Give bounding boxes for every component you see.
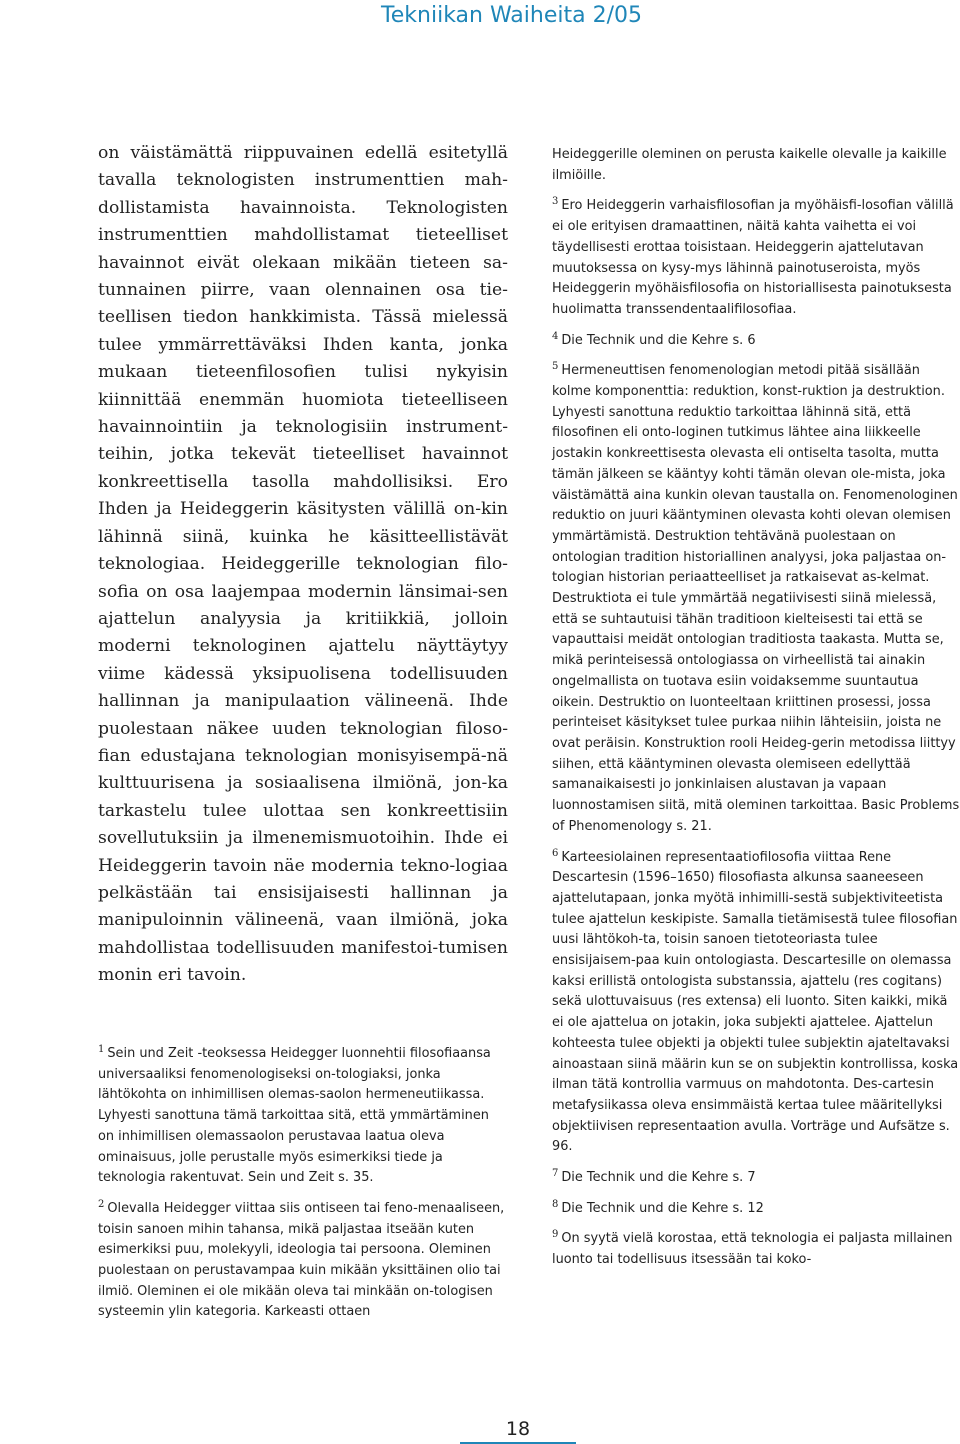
footnote-number: 9: [552, 1229, 559, 1241]
footnote-text: Sein und Zeit -teoksessa Heidegger luonnehtii filosofiaansa universaaliksi fenomenologiseksi on-tologiaksi, jonka lähtökohta on inhimillisen olemas-saolon hermeneutiikassa. Lyhyesti sanottuna tämä tarkoittaa sitä, että ymmärtäminen on inhimillisen olemassaolon perustavaa laatua oleva ominaisuus, jolle perustalle myös esimerkiksi tiede ja teknologia rakentuvat. Sein und Zeit s. 35.: [98, 1046, 491, 1186]
footnote-number: 2: [98, 1198, 105, 1210]
footnote-2-continuation: Heideggerille oleminen on perusta kaikelle olevalle ja kaikille ilmiöille.: [552, 147, 947, 183]
footnote-text: Karteesiolainen representaatiofilosofia viittaa Rene Descartesin (1596–1650) filosofiasta alkunsa saaneeseen ajattelutapaan, jonka myötä inhimilli-sestä subjektiviteetista tulee ajattelun keskipiste. Samalla tietämisestä tulee filosofian uusi lähtökoh-ta, toisin sanoen tietoteoriasta tulee ensisijaisem-paa kuin ontologiasta. Descartesille on olemassa kaksi erillistä ontologista substanssia, ajattelu (res cogitans) sekä ulottuvaisuus (res extensa) eli luonto. Siten kaikki, mikä ei ole ajattelua on jotakin, joka subjekti ajattelee. Ajattelun kohteesta tulee objekti ja objekti tulee subjektin ajateltavaksi ainoastaan siinä määrin kun se on subjektin kontrollissa, koska ilman tätä kontrollia varmuus on mahdotonta. Des-cartesin metafysiikassa oleva ensimmäistä kertaa tulee määritellyksi objektiivisen representaation avulla. Vorträge und Aufsätze s. 96.: [552, 849, 959, 1155]
footnote-text: Olevalla Heidegger viittaa siis ontiseen tai feno-menaaliseen, toisin sanoen mihin tahansa, mikä paljastaa itseään kuten esimerkiksi puu, molekyyli, ideologia tai persoona. Oleminen puolestaan on perustavampaa kuin mikään yksittäinen olio tai ilmiö. Oleminen ei ole mikään oleva tai minkään on-tologisen systeemin ylin kategoria. Karkeasti ottaen: [98, 1200, 505, 1320]
footnote-5: [552, 357, 960, 837]
footnotes-left: [98, 1040, 508, 1329]
page-number: 18: [505, 1418, 531, 1440]
footnote-number: 6: [552, 847, 559, 859]
footnote-6: [552, 844, 960, 1159]
footnote-7: [552, 1164, 960, 1189]
footnote-number: 7: [552, 1168, 559, 1180]
footnote-number: 5: [552, 361, 559, 373]
footnote-text: Hermeneuttisen fenomenologian metodi pitää sisällään kolme komponenttia: reduktion, konst-ruktion ja destruktion. Lyhyesti sanottuna reduktio tarkoittaa lähinnä sitä, että filosofinen eli onto-loginen tutkimus lähtee aina liikkeelle jostakin konkreettisesta olevasta eli ontiselta tasolta, mutta tämän jälkeen se kääntyy kohti tämän olevan ole-mista, joka väistämättä aina kunkin olevan taustalla on. Fenomenologinen reduktio on juuri kääntyminen olevasta kohti olevan olemisen ymmärtämistä. Destruktion tehtävänä puolestaan on ontologian tradition historiallinen analyysi, joka paljastaa on-tologian historian periaatteelliset ja ratkaisevat as-kelmat. Destruktiota ei tule ymmärtää negatiivisesti siinä mielessä, että se suhtautuisi tähän traditioon kielteisesti tai että se vapauttaisi meidät ontologian traditiosta taakasta. Mutta se, mikä perinteisessä ontologiassa on virheellistä tai ainakin ongelmallista on tuotava esiin voidaksemme suuntautua oikein. Destruktio on luonteeltaan kriittinen prosessi, jossa perinteiset käsitykset tulee purkaa niihin lähteisiin, joista ne ovat peräisin. Konstruktion rooli Heideg-gerin metodissa liittyy siihen, että kääntyminen olevasta olemiseen edellyttää samanaikaisesti jo jonkinlaisen alustavan ja vapaan luonnostamisen siitä, mitä oleminen tarkoittaa. Basic Problems of Phenomenology s. 21.: [552, 363, 960, 834]
running-header: [0, 0, 960, 36]
footnote-3: [552, 192, 960, 320]
footnote-number: 4: [552, 330, 559, 342]
footnote-text: Die Technik und die Kehre s. 6: [561, 332, 756, 348]
footnote-text: Die Technik und die Kehre s. 12: [561, 1200, 764, 1216]
footnote-number: 3: [552, 196, 559, 208]
footnotes-right: [552, 145, 960, 1277]
body-paragraph: on väistämättä riippuvainen edellä esitetyllä tavalla teknologisten instrumenttien mah-dollistamista havainnoista. Teknologisten instrumenttien mahdollistamat tieteelliset havainnot eivät olekaan mikään tieteen sa-tunnainen piirre, vaan olennainen osa tie-teellisen tiedon hankkimista. Tässä mielessä tulee ymmärrettäväksi Ihden kanta, jonka mukaan tieteenfilosofien tulisi nykyisin kiinnittää enemmän huomiota tieteelliseen havainnointiin ja teknologisiin instrument-teihin, jotka tekevät tieteelliset havainnot konkreettisella tasolla mahdollisiksi. Ero Ihden ja Heideggerin käsitysten välillä on-kin lähinnä siinä, kuinka he käsitteellistävät teknologiaa. Heideggerille teknologian filo-sofia on osa laajempaa modernin länsimai-sen ajattelun analyysia ja kritiikkiä, jolloin moderni teknologinen ajattelu näyttäytyy viime kädessä yksipuolisena todellisuuden hallinnan ja manipulaation välineenä. Ihde puolestaan näkee uuden teknologian filoso-fian edustajana teknologian monisyisempä-nä kulttuurisena ja sosiaalisena ilmiönä, jon-ka tarkastelu tulee ulottaa sen konkreettisiin sovellutuksiin ja ilmenemismuotoihin. Ihde ei Heideggerin tavoin näe modernia tekno-logiaa pelkästään tai ensisijaisesti hallinnan ja manipuloinnin välineenä, vaan ilmiönä, joka mahdollistaa todellisuuden manifestoi-tumisen monin eri tavoin.: [98, 143, 508, 986]
footnote-text: On syytä vielä korostaa, että teknologia ei paljasta millainen luonto tai todellisuus itsessään tai koko-: [552, 1231, 953, 1268]
main-text-column: [98, 140, 508, 990]
footnote-text: Die Technik und die Kehre s. 7: [561, 1170, 756, 1186]
footnote-number: 8: [552, 1198, 559, 1210]
footnote-4: [552, 327, 960, 352]
footnote-text: Ero Heideggerin varhaisfilosofian ja myöhäisfi-losofian välillä ei ole erityisen dramaattinen, näitä kahta vaihetta ei voi täydellisesti erottaa toisistaan. Heideggerin ajattelutavan muutoksessa on kysy-mys lähinnä painotuseroista, myös Heideggerin myöhäisfilosofia on historiallisesta painotuksesta huolimatta transsendentaalifilosofiaa.: [552, 198, 954, 317]
footnote-8: [552, 1195, 960, 1220]
footnote-number: 1: [98, 1044, 105, 1055]
footnote-1: [98, 1040, 508, 1189]
footnote-9: [552, 1225, 960, 1270]
journal-title: Tekniikan Waiheita 2/05: [381, 3, 642, 28]
footnote-2: [98, 1195, 508, 1323]
